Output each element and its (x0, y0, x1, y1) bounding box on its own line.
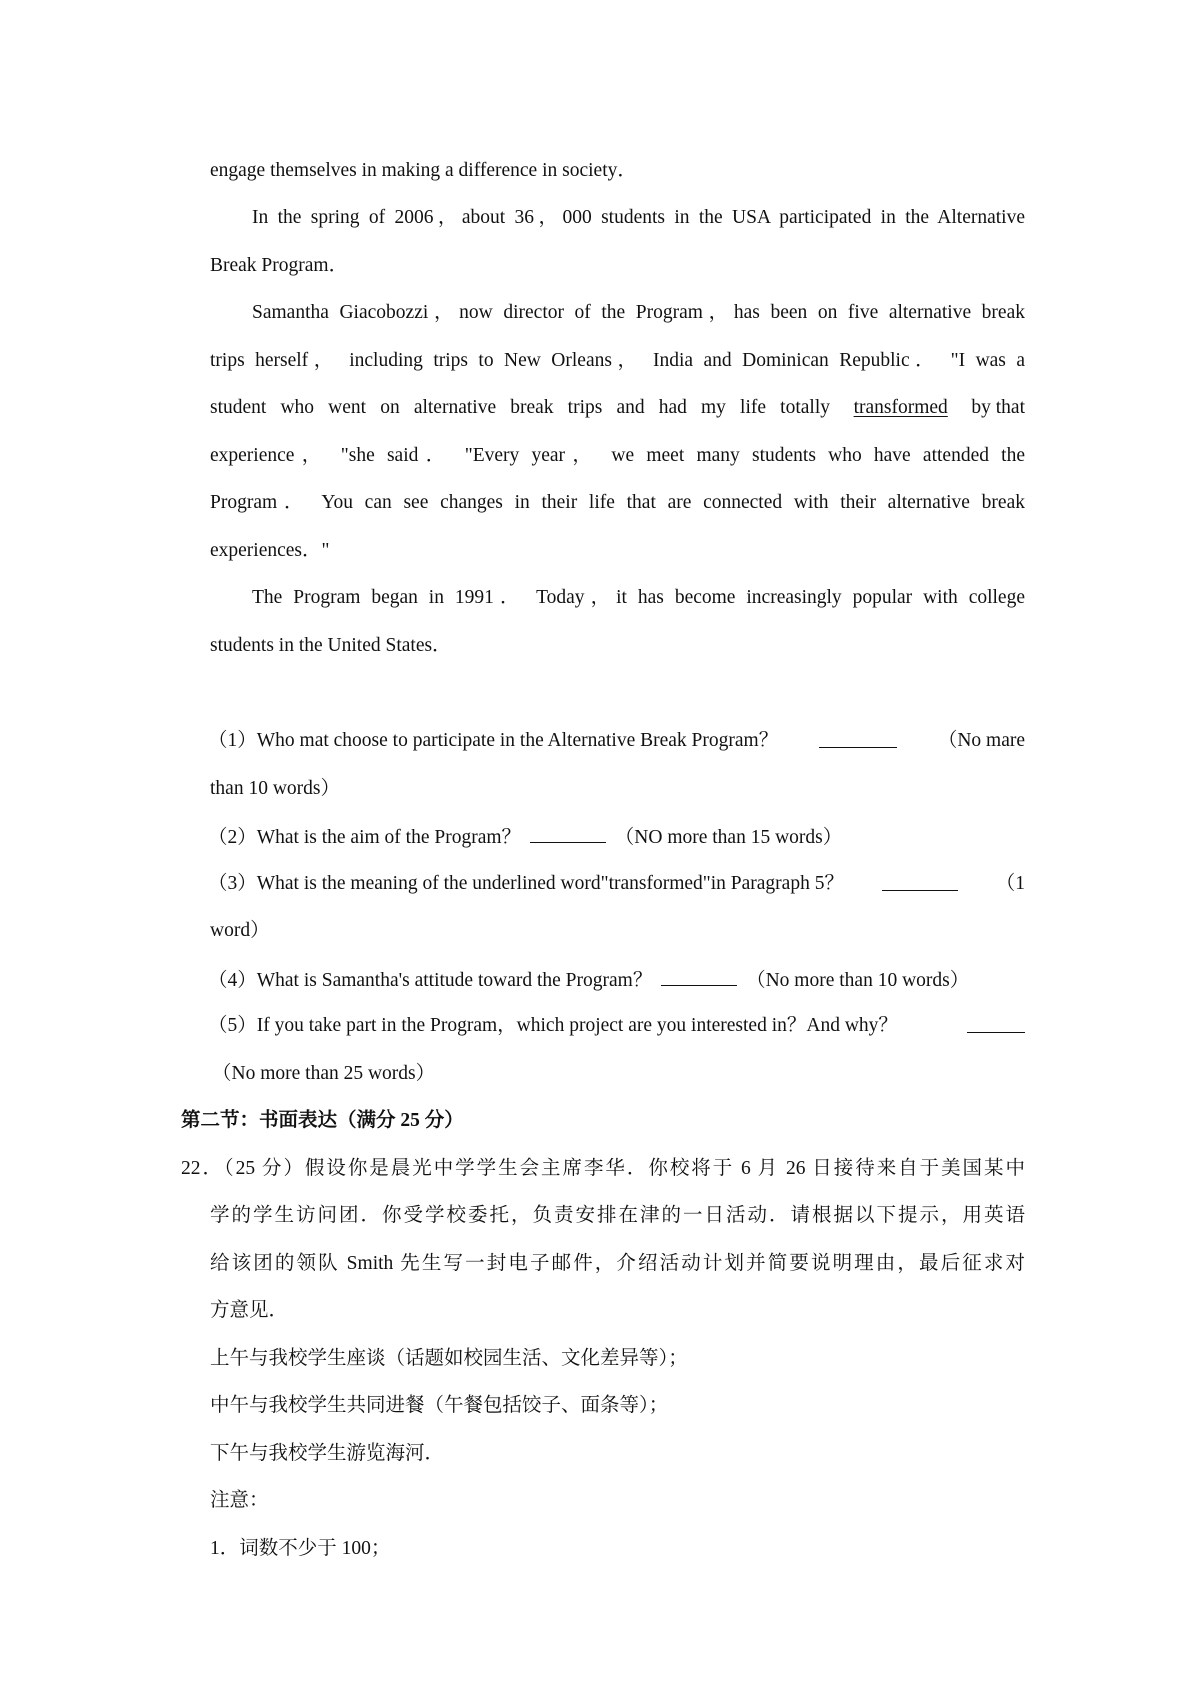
question-3-cont: word） (210, 920, 270, 941)
question-1 (208, 731, 1025, 751)
passage-line: In the spring of 2006，about 36，000 students in the USA participated in the Alternative (252, 207, 1025, 228)
passage-text: by that (971, 397, 1025, 418)
note-item: 1．词数不少于 100； (210, 1538, 391, 1559)
passage-line: The Program began in 1991． Today，it has become increasingly popular with college (252, 587, 1025, 608)
question-22-line: 学的学生访问团．你受学校委托，负责安排在津的一日活动．请根据以下提示，用英语 (210, 1205, 1025, 1226)
question-limit: （NO more than 15 words） (614, 827, 843, 848)
prompt-item: 上午与我校学生座谈（话题如校园生活、文化差异等）； (210, 1348, 688, 1369)
answer-blank[interactable] (530, 826, 606, 843)
passage-line: Samantha Giacobozzi，now director of the Program，has been on five alternative break (252, 302, 1025, 323)
question-5 (208, 1016, 1025, 1036)
question-22-line: 22．（25 分）假设你是晨光中学学生会主席李华．你校将于 6 月 26 日接待来自于美国某中 (181, 1158, 1025, 1179)
question-text: （1）Who mat choose to participate in the Alternative Break Program？ (208, 730, 779, 751)
note-label: 注意： (210, 1490, 269, 1511)
question-text: （2）What is the aim of the Program？ (208, 827, 522, 848)
passage-line: experience， "she said． "Every year， we meet many students who have attended the (210, 445, 1025, 466)
question-limit: （No more than 10 words） (746, 970, 970, 991)
passage-line: Break Program． (210, 255, 349, 276)
question-text: （3）What is the meaning of the underlined word"transformed"in Paragraph 5？ (208, 873, 844, 894)
question-1-cont: than 10 words） (210, 778, 340, 799)
prompt-item: 中午与我校学生共同进餐（午餐包括饺子、面条等）； (210, 1395, 669, 1416)
question-text: （5）If you take part in the Program，which project are you interested in？And why？ (208, 1015, 898, 1036)
prompt-item: 下午与我校学生游览海河． (210, 1443, 445, 1464)
passage-line-with-underline (210, 398, 1025, 418)
question-text: （4）What is Samantha's attitude toward the Program？ (208, 970, 653, 991)
answer-blank[interactable] (967, 1016, 1025, 1033)
passage-text: student who went on alternative break trips and had my life totally (210, 397, 830, 418)
passage-line: Program． You can see changes in their life that are connected with their alternative break (210, 492, 1025, 513)
question-limit: （No mare (937, 730, 1025, 751)
passage-line: students in the United States． (210, 635, 452, 656)
question-22-line: 方意见． (210, 1300, 289, 1321)
underlined-word: transformed (853, 397, 948, 418)
question-5-cont: （No more than 25 words） (212, 1063, 436, 1084)
question-4 (208, 969, 969, 991)
answer-blank[interactable] (661, 969, 737, 986)
question-22-line: 给该团的领队 Smith 先生写一封电子邮件，介绍活动计划并简要说明理由，最后征求对 (210, 1253, 1025, 1274)
question-2 (208, 826, 842, 848)
answer-blank[interactable] (882, 874, 958, 891)
passage-line: engage themselves in making a difference in society． (210, 160, 637, 181)
answer-blank[interactable] (819, 731, 897, 748)
passage-line: experiences．" (210, 540, 330, 561)
question-3 (208, 874, 1025, 894)
section-heading: 第二节：书面表达（满分 25 分） (181, 1110, 464, 1131)
question-limit: （1 (995, 873, 1025, 894)
passage-line: trips herself， including trips to New Orleans， India and Dominican Republic． "I was a (210, 350, 1025, 371)
